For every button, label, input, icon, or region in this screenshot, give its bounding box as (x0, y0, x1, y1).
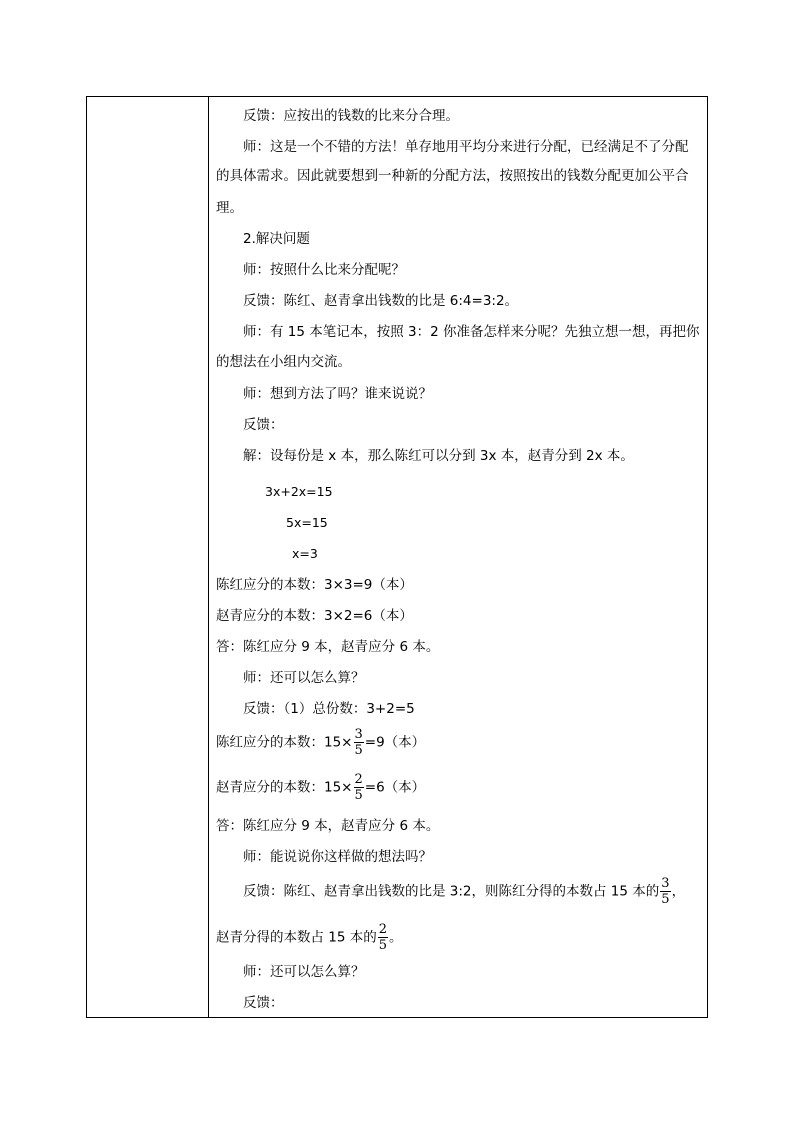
fraction-denominator: 5 (354, 788, 363, 803)
text-segment: 赵青分得的本数占 15 本的 (216, 929, 377, 946)
lesson-content (216, 97, 701, 1017)
text-line: 师：还可以怎么算？ (243, 670, 365, 686)
fraction-denominator: 5 (354, 743, 363, 758)
text-line: 赵青应分的本数：3×2=6（本） (216, 608, 413, 624)
text-segment: 。 (389, 929, 403, 946)
fraction-denominator: 5 (378, 938, 388, 953)
fraction (354, 727, 364, 758)
text-line: 反馈： (243, 995, 284, 1011)
text-line: 师：能说说你这样做的想法吗？ (243, 849, 432, 865)
lesson-table (86, 96, 708, 1018)
text-line: 反馈：应按出的钱数的比来分合理。 (243, 108, 459, 124)
text-line: 师：想到方法了吗？谁来说说？ (243, 386, 432, 402)
answer-line: 答：陈红应分 9 本，赵青应分 6 本。 (216, 639, 440, 655)
fraction-numerator: 2 (354, 772, 363, 787)
fraction-numerator: 3 (354, 727, 363, 742)
text-segment: =6（本） (364, 779, 426, 796)
text-line: 的想法在小组内交流。 (216, 354, 351, 370)
fraction (354, 772, 364, 803)
text-line: 师：还可以怎么算？ (243, 964, 365, 980)
fraction-line (216, 727, 425, 759)
text-line: 解：设每份是 x 本，那么陈红可以分到 3x 本，赵青分到 2x 本。 (243, 448, 634, 464)
text-segment: 陈红应分的本数：15× (216, 734, 353, 751)
fraction-numerator: 3 (661, 876, 670, 891)
equation-line: 3x+2x=15 (265, 484, 333, 499)
fraction (660, 876, 670, 907)
text-segment: ， (671, 883, 686, 900)
text-line: 反馈：陈红、赵青拿出钱数的比是 6:4=3:2。 (243, 293, 519, 309)
equation-line: x=3 (292, 546, 318, 561)
text-line: 师：有 15 本笔记本，按照 3：2 你准备怎样来分呢？先独立想一想，再把你 (243, 324, 700, 340)
fraction-line (243, 876, 685, 908)
column-divider (208, 97, 209, 1017)
fraction-numerator: 2 (378, 922, 388, 937)
section-heading: 2.解决问题 (243, 231, 310, 247)
text-line: 理。 (216, 200, 243, 216)
equation-line: 5x=15 (286, 515, 328, 530)
fraction-denominator: 5 (661, 892, 670, 907)
text-line: 的具体需求。因此就要想到一种新的分配方法，按照按出的钱数分配更加公平合 (216, 168, 689, 184)
text-segment: =9（本） (364, 734, 426, 751)
text-line: 反馈： (243, 417, 284, 433)
text-line: 师：按照什么比来分配呢？ (243, 262, 405, 278)
fraction-line (216, 772, 425, 804)
text-segment: 赵青应分的本数：15× (216, 779, 353, 796)
text-line: 陈红应分的本数：3×3=9（本） (216, 577, 413, 593)
text-line: 反馈：（1）总份数：3+2=5 (243, 701, 415, 717)
fraction (378, 922, 388, 953)
text-line: 师：这是一个不错的方法！单存地用平均分来进行分配，已经满足不了分配 (243, 139, 689, 155)
answer-line: 答：陈红应分 9 本，赵青应分 6 本。 (216, 818, 440, 834)
fraction-line (216, 922, 403, 954)
text-segment: 反馈：陈红、赵青拿出钱数的比是 3:2，则陈红分得的本数占 15 本的 (243, 883, 660, 900)
